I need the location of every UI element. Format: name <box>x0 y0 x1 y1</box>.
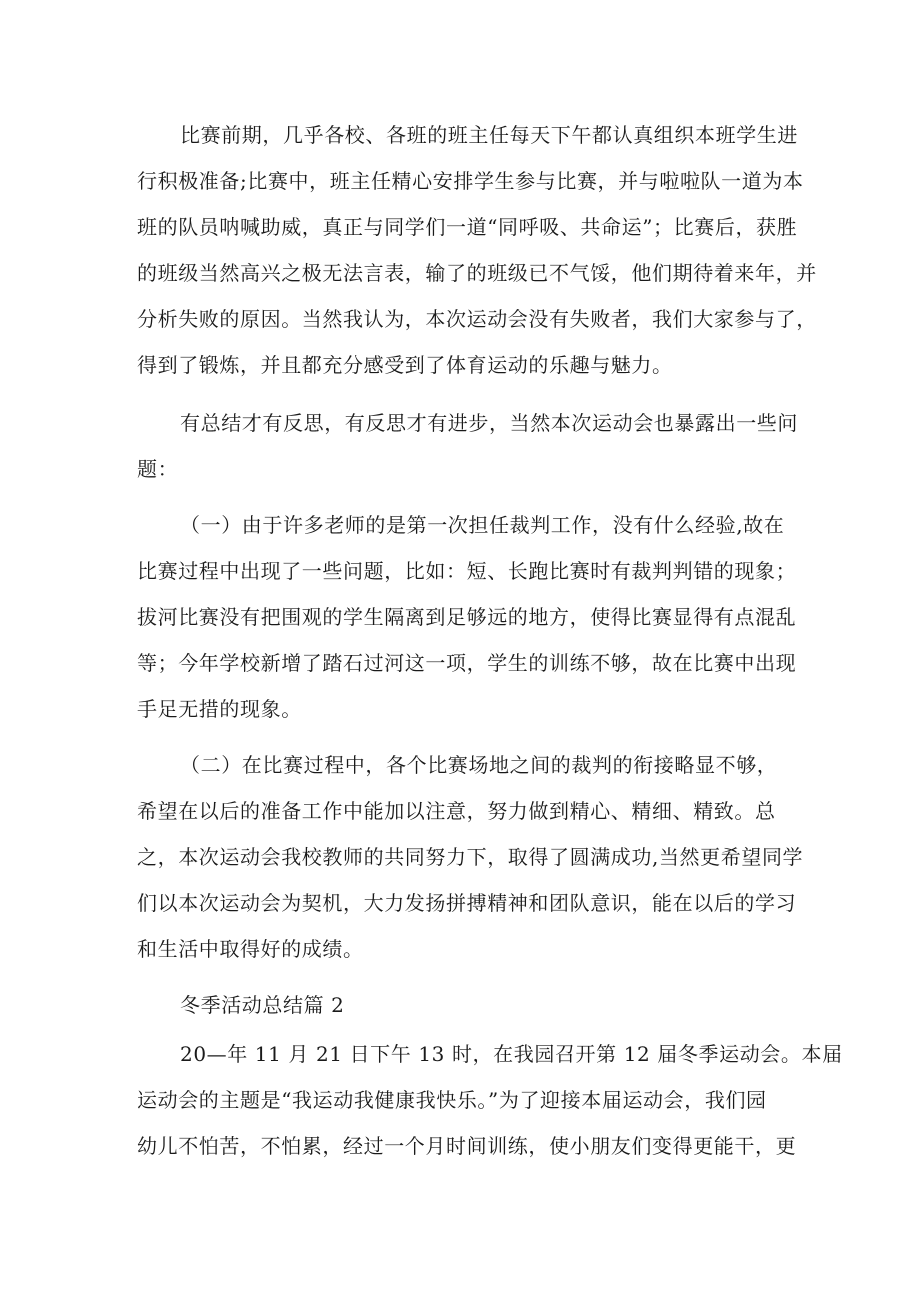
paragraph-1-line-1: 比赛前期，几乎各校、各班的班主任每天下午都认真组织本班学生进 <box>180 123 798 147</box>
paragraph-1-line-3: 班的队员呐喊助威，真正与同学们一道“同呼吸、共命运”；比赛后，获胜 <box>137 215 798 239</box>
paragraph-4-line-4: 们以本次运动会为契机，大力发扬拼搏精神和团队意识，能在以后的学习 <box>137 891 797 915</box>
paragraph-4-line-3: 之，本次运动会我校教师的共同努力下，取得了圆满成功,当然更希望同学 <box>137 845 804 869</box>
paragraph-3-line-3: 拔河比赛没有把围观的学生隔离到足够远的地方，使得比赛显得有点混乱 <box>137 605 797 629</box>
section-heading: 冬季活动总结篇 2 <box>180 993 345 1017</box>
paragraph-4-line-2: 希望在以后的准备工作中能加以注意，努力做到精心、精细、精致。总 <box>137 799 776 823</box>
paragraph-3-line-5: 手足无措的现象。 <box>137 697 302 721</box>
paragraph-1-line-5: 分析失败的原因。当然我认为，本次运动会没有失败者，我们大家参与了， <box>137 307 817 331</box>
paragraph-3-line-1: （一）由于许多老师的是第一次担任裁判工作，没有什么经验,故在 <box>180 513 785 537</box>
paragraph-1-line-2: 行积极准备;比赛中，班主任精心安排学生参与比赛，并与啦啦队一道为本 <box>137 169 804 193</box>
paragraph-3-line-4: 等；今年学校新增了踏石过河这一项，学生的训练不够，故在比赛中出现 <box>137 651 797 675</box>
paragraph-4-line-1: （二）在比赛过程中，各个比赛场地之间的裁判的衔接略显不够， <box>180 753 778 777</box>
paragraph-2-line-1: 有总结才有反思，有反思才有进步，当然本次运动会也暴露出一些问 <box>180 411 798 435</box>
paragraph-1-line-6: 得到了锻炼，并且都充分感受到了体育运动的乐趣与魅力。 <box>137 353 673 377</box>
paragraph-3-line-2: 比赛过程中出现了一些问题，比如：短、长跑比赛时有裁判判错的现象； <box>137 559 797 583</box>
paragraph-1-line-4: 的班级当然高兴之极无法言表，输了的班级已不气馁，他们期待着来年，并 <box>137 261 817 285</box>
paragraph-4-line-5: 和生活中取得好的成绩。 <box>137 937 364 961</box>
paragraph-5-line-1: 20—年 11 月 21 日下午 13 时，在我园召开第 12 届冬季运动会。本届 <box>180 1042 843 1066</box>
paragraph-2-line-2: 题： <box>137 457 179 481</box>
paragraph-5-line-3: 幼儿不怕苦，不怕累，经过一个月时间训练，使小朋友们变得更能干，更 <box>137 1134 797 1158</box>
paragraph-5-line-2: 运动会的主题是“我运动我健康我快乐。”为了迎接本届运动会，我们园 <box>137 1088 767 1112</box>
